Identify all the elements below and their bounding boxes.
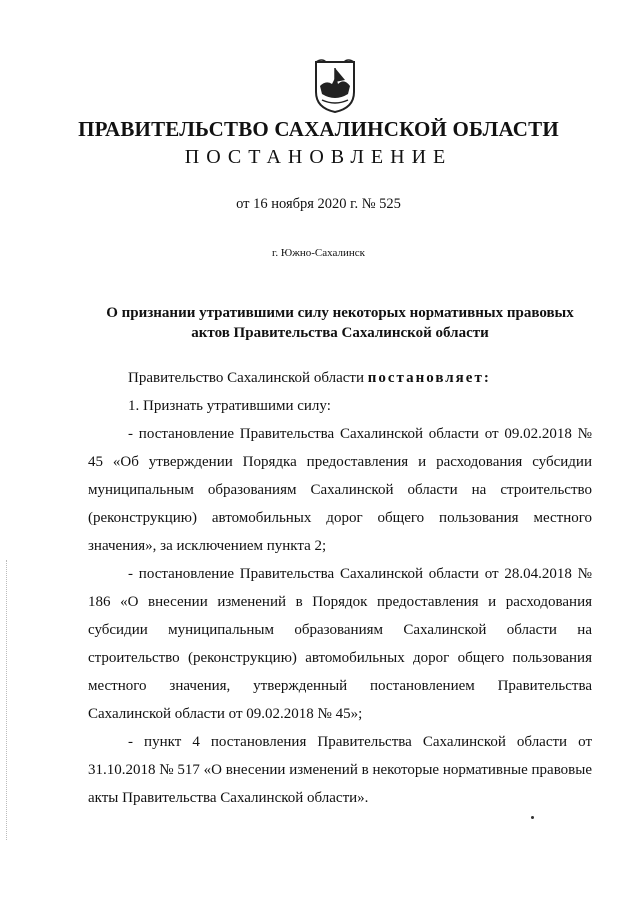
intro-text: Правительство Сахалинской области [128, 370, 368, 386]
document-date-number: от 16 ноября 2020 г. № 525 [236, 196, 401, 212]
coat-of-arms-emblem [312, 58, 358, 114]
heading-line-1: О признании утратившими силу некоторых нормативных правовых [106, 305, 574, 321]
decree-verb: постановляет: [367, 370, 491, 386]
item-1-paragraph: 1. Признать утратившими силу: [128, 398, 331, 414]
document-body [88, 364, 592, 812]
repealed-act-3: - пункт 4 постановления Правительства Сахалинской области от 31.10.2018 № 517 «О внесении изменений в некоторые нормативные правовые акты Правительства Сахалинской области». [88, 734, 592, 806]
scan-margin-artifact [6, 560, 9, 840]
intro-paragraph [88, 364, 592, 392]
organization-title: ПРАВИТЕЛЬСТВО САХАЛИНСКОЙ ОБЛАСТИ [78, 117, 559, 141]
document-heading [100, 303, 580, 343]
scan-speck [531, 816, 534, 819]
document-type: ПОСТАНОВЛЕНИЕ [184, 146, 453, 168]
document-place: г. Южно-Сахалинск [272, 247, 365, 259]
heading-line-2: актов Правительства Сахалинской области [191, 325, 489, 341]
repealed-act-2: - постановление Правительства Сахалинской области от 28.04.2018 № 186 «О внесении изменений в Порядок предоставления и расходования субсидии муниципальным образованиям Сахалинской области на строительство (реконструкцию) автомобильных дорог общего пользования местного значения, утвержденный постановлением Правительства Сахалинской области от 09.02.2018 № 45»; [88, 566, 592, 722]
repealed-act-1: - постановление Правительства Сахалинской области от 09.02.2018 № 45 «Об утверждении Порядка предоставления и расходования субсидии муниципальным образованиям Сахалинской области на строительство (реконструкцию) автомобильных дорог общего пользования местного значения», за исключением пункта 2; [88, 426, 592, 554]
